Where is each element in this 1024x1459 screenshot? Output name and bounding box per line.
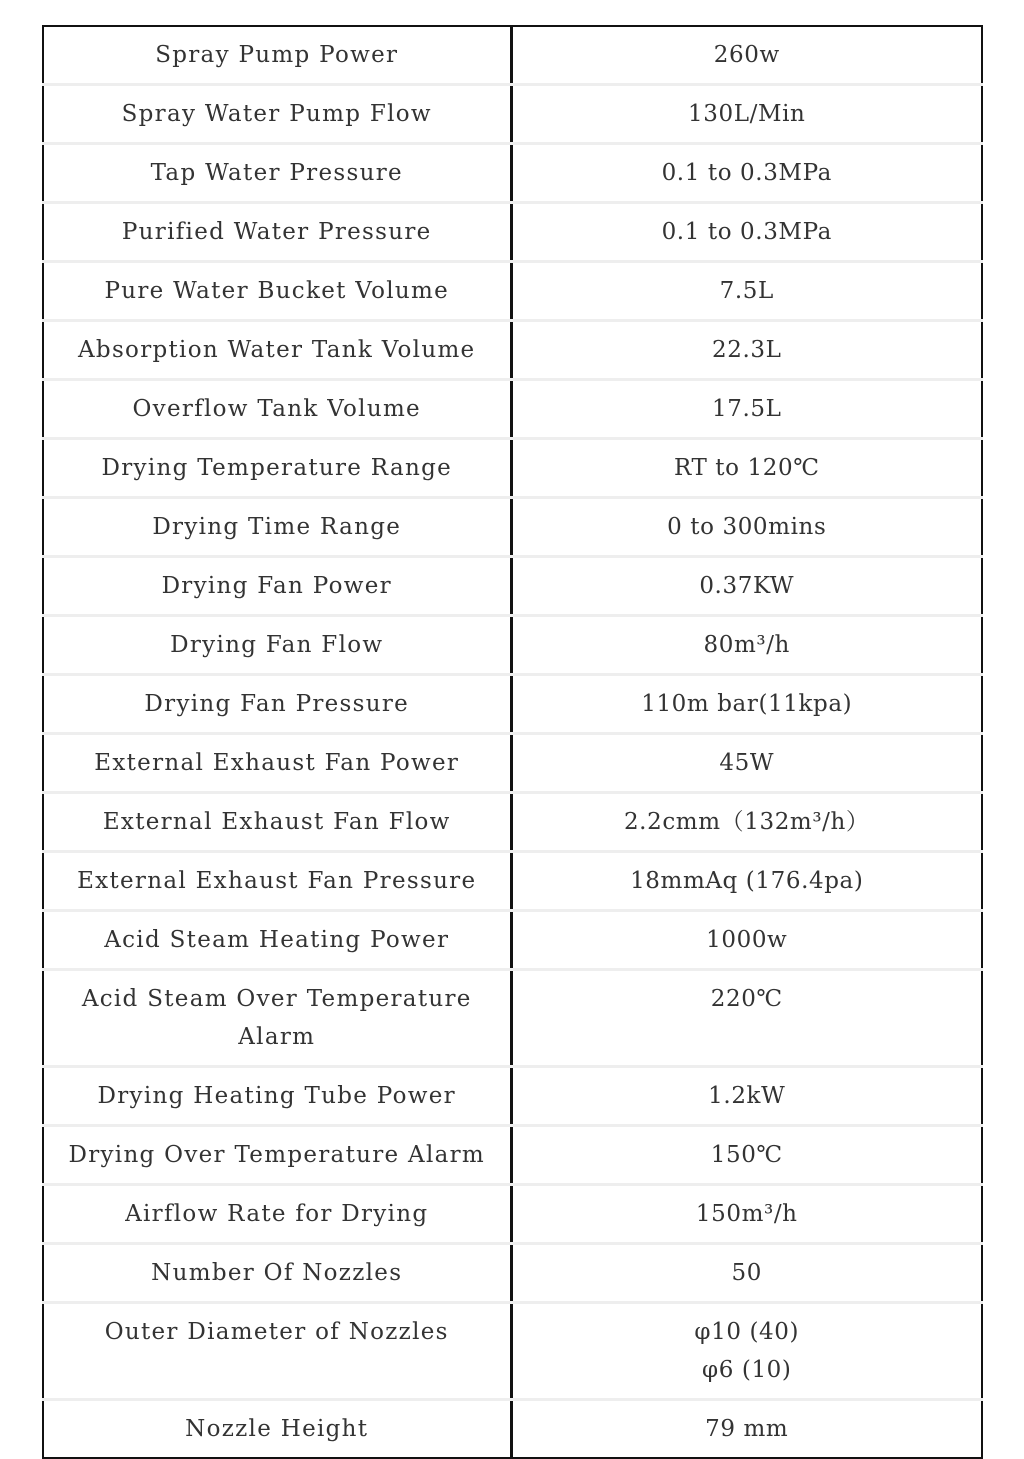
table-row (43, 616, 982, 675)
parameter-value: RT to 120℃ (511, 439, 982, 498)
parameter-value: 22.3L (511, 321, 982, 380)
table-row (43, 144, 982, 203)
parameter-name: External Exhaust Fan Flow (43, 793, 511, 852)
parameter-name: Number Of Nozzles (43, 1244, 511, 1303)
parameter-name: Drying Heating Tube Power (43, 1067, 511, 1126)
parameter-name: External Exhaust Fan Power (43, 734, 511, 793)
parameter-name: Outer Diameter of Nozzles (43, 1303, 511, 1400)
table-row (43, 321, 982, 380)
parameter-value: 45W (511, 734, 982, 793)
parameter-value: 0 to 300mins (511, 498, 982, 557)
parameter-value: 2.2cmm（132m³/h） (511, 793, 982, 852)
parameter-value: 80m³/h (511, 616, 982, 675)
specifications-table (42, 25, 983, 1459)
table-row (43, 970, 982, 1067)
table-row (43, 1244, 982, 1303)
parameter-name: External Exhaust Fan Pressure (43, 852, 511, 911)
parameter-name: Drying Fan Flow (43, 616, 511, 675)
parameter-value: 0.1 to 0.3MPa (511, 144, 982, 203)
parameter-value: 150℃ (511, 1126, 982, 1185)
parameter-name: Drying Fan Pressure (43, 675, 511, 734)
parameter-value: 50 (511, 1244, 982, 1303)
parameter-name: Absorption Water Tank Volume (43, 321, 511, 380)
parameter-name: Drying Time Range (43, 498, 511, 557)
parameter-name: Spray Pump Power (43, 26, 511, 85)
parameter-name: Drying Temperature Range (43, 439, 511, 498)
table-row (43, 852, 982, 911)
parameter-value: 17.5L (511, 380, 982, 439)
table-row (43, 498, 982, 557)
table-row (43, 1400, 982, 1459)
table-row (43, 203, 982, 262)
table-row (43, 557, 982, 616)
parameter-name: Overflow Tank Volume (43, 380, 511, 439)
parameter-name: Purified Water Pressure (43, 203, 511, 262)
parameter-name: Acid Steam Over Temperature Alarm (43, 970, 511, 1067)
parameter-name: Pure Water Bucket Volume (43, 262, 511, 321)
parameter-value: 260w (511, 26, 982, 85)
table-row (43, 439, 982, 498)
parameter-value: 150m³/h (511, 1185, 982, 1244)
parameter-name: Airflow Rate for Drying (43, 1185, 511, 1244)
parameter-value: 79 mm (705, 1416, 789, 1442)
parameter-value: 7.5L (511, 262, 982, 321)
parameter-name: Nozzle Height (43, 1400, 511, 1459)
table-row (43, 734, 982, 793)
table-row (43, 1067, 982, 1126)
table-row (43, 793, 982, 852)
parameter-name: Tap Water Pressure (43, 144, 511, 203)
parameter-name: Spray Water Pump Flow (43, 85, 511, 144)
parameter-name: Acid Steam Heating Power (43, 911, 511, 970)
parameter-value: 0.1 to 0.3MPa (511, 203, 982, 262)
parameter-value: 1.2kW (511, 1067, 982, 1126)
table-row (43, 85, 982, 144)
table-row (43, 911, 982, 970)
table-row (43, 380, 982, 439)
parameter-value: 0.37KW (511, 557, 982, 616)
table-row (43, 262, 982, 321)
parameter-name: Drying Fan Power (43, 557, 511, 616)
parameter-name: Drying Over Temperature Alarm (43, 1126, 511, 1185)
parameter-value: 130L/Min (511, 85, 982, 144)
table-row (43, 675, 982, 734)
parameter-value: φ10 (40) φ6 (10) (511, 1303, 982, 1400)
table-row (43, 1303, 982, 1400)
parameter-value: 1000w (511, 911, 982, 970)
parameter-value: 220℃ (511, 970, 982, 1067)
table-row (43, 1185, 982, 1244)
parameter-value: 18mmAq (176.4pa) (511, 852, 982, 911)
table-row (43, 26, 982, 85)
table-row (43, 1126, 982, 1185)
parameter-value: 110m bar(11kpa) (511, 675, 982, 734)
